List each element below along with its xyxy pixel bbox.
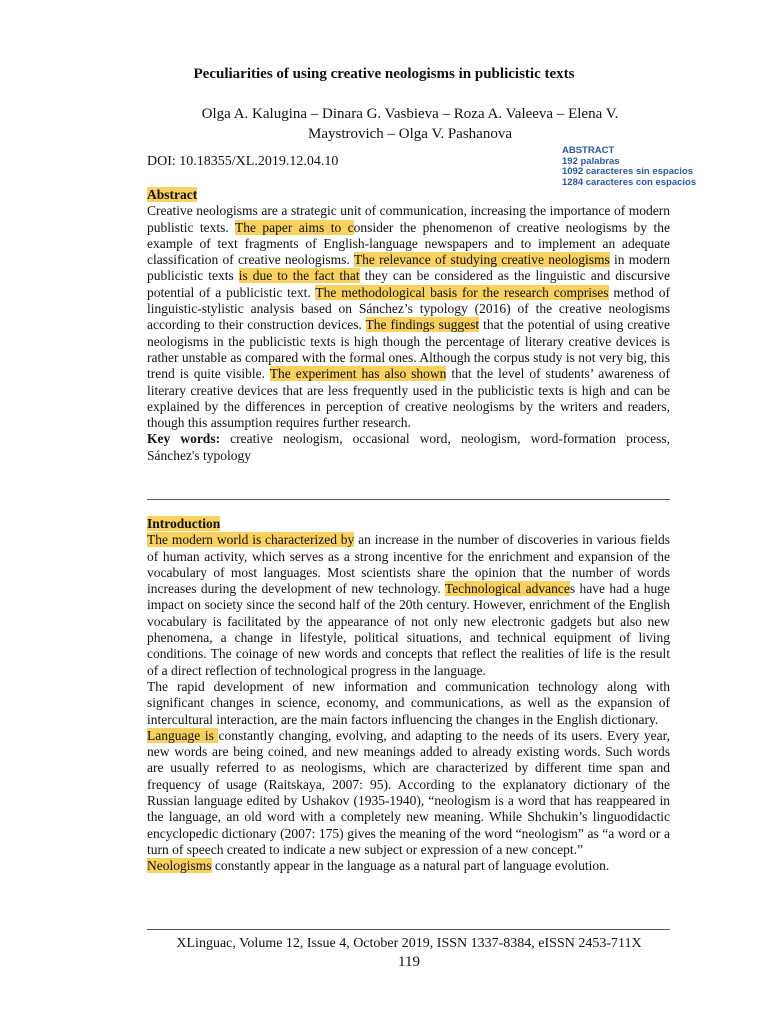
journal-citation: XLinguac, Volume 12, Issue 4, October 2019, ISSN 1337-8384, eISSN 2453-711X xyxy=(176,936,642,951)
authors-line-2: Maystrovich – Olga V. Pashanova xyxy=(307,126,512,142)
author-list xyxy=(160,104,660,144)
highlighted-text: The modern world is characterized by xyxy=(147,532,355,548)
section-divider xyxy=(147,499,670,500)
abstract-stats-label: ABSTRACT xyxy=(562,145,615,156)
intro-paragraph-1 xyxy=(147,532,670,679)
abstract-stats xyxy=(562,146,696,188)
highlighted-text: The relevance of studying creative neologisms xyxy=(353,252,610,268)
highlighted-text: Language is xyxy=(147,727,219,743)
intro-text: an increase in the number of discoveries in various fields of human activity, which serves as a strong incentive for the enrichment and expansion of the vocabulary of most languages. Most scientists share the opinion that the number of words increases during the development of new technology. xyxy=(147,532,670,597)
abstract-text: in modern publicistic texts xyxy=(147,252,670,284)
abstract-section xyxy=(147,187,670,464)
introduction-heading xyxy=(147,516,670,532)
abstract-body xyxy=(147,203,670,431)
keywords xyxy=(147,431,670,464)
highlighted-text: is due to the fact that xyxy=(238,268,360,284)
abstract-text: that the level of students’ awareness of literary creative devices that are less frequently used in the publicistic texts is high and can be explained by the differences in perception of creative neologisms by the writers and readers, though this assumption requires further research. xyxy=(147,366,670,431)
abstract-text: onsider the phenomenon of creative neologisms by the example of text fragments of English-language newspapers and to implement an adequate classification of creative neologisms. xyxy=(147,219,670,268)
abstract-heading-text: Abstract xyxy=(147,187,198,202)
introduction-section xyxy=(147,516,670,875)
abstract-text: that the potential of using creative neologisms in the publicistic texts is high though the percentage of literary creative devices is rather unstable as compared with the formal ones. Although the corpus study is not very big, this trend is quite visible. xyxy=(147,317,670,382)
intro-paragraph-4 xyxy=(147,858,670,874)
introduction-heading-text: Introduction xyxy=(147,516,221,531)
footer-divider xyxy=(147,929,670,930)
abstract-stats-chars-with-spaces: 1284 caracteres con espacios xyxy=(562,176,697,188)
keywords-text: creative neologism, occasional word, neologism, word-formation process, Sánchez's typology xyxy=(147,431,670,463)
page-number: 119 xyxy=(398,954,420,970)
abstract-text: they can be considered as the linguistic and discursive potential of a publicistic text. xyxy=(147,268,670,300)
abstract-text: Creative neologisms are a strategic unit of communication, increasing the importance of modern publistic texts. xyxy=(147,203,670,235)
abstract-stats-words: 192 palabras xyxy=(562,155,620,167)
intro-text: s have had a huge impact on society since the second half of the 20th century. However, enrichment of the English vocabulary is facilitated by the appearance of not only new electronic gadgets but also new phenomena, a change in lifestyle, political situations, and technical equipment of living conditions. The coinage of new words and concepts that reflect the realities of life is the result of a direct reflection of technological progress in the language. xyxy=(147,581,670,678)
highlighted-text: Neologisms xyxy=(147,858,212,874)
abstract-stats-chars-no-spaces: 1092 caracteres sin espacios xyxy=(562,166,693,177)
doi: DOI: 10.18355/XL.2019.12.04.10 xyxy=(147,154,339,169)
highlighted-text: The findings suggest xyxy=(365,317,480,333)
authors-line-1: Olga A. Kalugina – Dinara G. Vasbieva – Roza A. Valeeva – Elena V. xyxy=(201,106,619,122)
highlighted-text: The experiment has also shown xyxy=(269,366,447,382)
intro-paragraph-3 xyxy=(147,728,670,858)
intro-paragraph-2: The rapid development of new information and communication technology along with significant changes in science, economy, and communications, as well as the expansion of intercultural interaction, are the main factors influencing the changes in the English dictionary. xyxy=(147,678,670,727)
paper-title: Peculiarities of using creative neologisms in publicistic texts xyxy=(193,66,575,82)
page-footer xyxy=(0,935,768,971)
abstract-text: method of linguistic-stylistic analysis based on Sánchez’s typology (2016) of the creative neologisms according to their construction devices. xyxy=(147,284,671,333)
intro-text: constantly changing, evolving, and adapting to the needs of its users. Every year, new words are being coined, and new meanings added to already existing words. Such words are usually referred to as neologisms, which are characterized by different time span and frequency of usage (Raitskaya, 2007: 95). According to the explanatory dictionary of the Russian language edited by Ushakov (1935-1940), “neologism is a word that has reappeared in the language, an old word with a completely new meaning. While Shchukin’s linguodidactic encyclopedic dictionary (2007: 175) gives the meaning of the word “neologism” as “a word or a turn of speech created to indicate a new subject or expression of a new concept.” xyxy=(147,727,670,857)
keywords-label: Key words: xyxy=(147,431,221,447)
highlighted-text: Technological advance xyxy=(444,581,570,597)
highlighted-text: The paper aims to c xyxy=(234,219,354,235)
intro-text: constantly appear in the language as a natural part of language evolution. xyxy=(211,858,610,874)
highlighted-text: The methodological basis for the research comprises xyxy=(315,284,609,300)
abstract-heading xyxy=(147,187,670,203)
